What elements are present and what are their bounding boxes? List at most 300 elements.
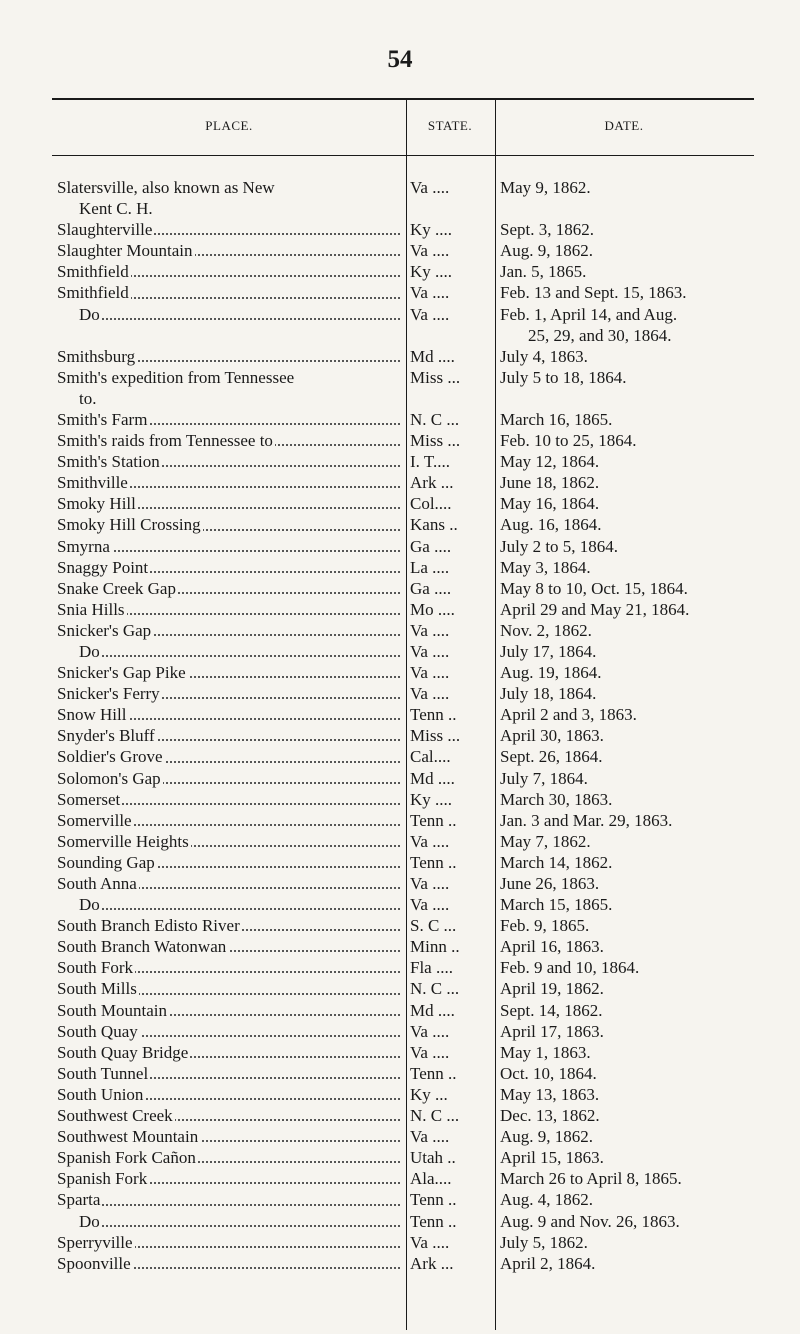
date-cell <box>500 1042 762 1063</box>
table-row <box>57 620 757 641</box>
place-text: South Fork <box>57 958 134 978</box>
date-text: June 26, 1863. <box>500 874 600 893</box>
place-cell <box>57 768 400 789</box>
place-cell <box>57 430 400 451</box>
date-cell <box>500 1000 762 1021</box>
date-text: April 16, 1863. <box>500 937 604 957</box>
place-cell <box>57 557 400 578</box>
place-text: Snicker's Gap <box>57 620 152 640</box>
date-text: Oct. 10, 1864. <box>500 1063 597 1083</box>
table-row <box>57 514 757 535</box>
place-cell <box>57 978 400 999</box>
table-row <box>57 831 757 852</box>
place-cell <box>57 304 400 325</box>
place-text: South Mountain <box>57 1000 168 1020</box>
place-text: Slaughter Mountain <box>57 241 193 261</box>
date-text: Aug. 16, 1864. <box>500 515 602 535</box>
table-row <box>57 725 757 746</box>
date-text: Aug. 19, 1864. <box>500 663 602 683</box>
date-cell <box>500 725 762 746</box>
place-cell <box>57 261 400 282</box>
date-text: May 16, 1864. <box>500 494 600 514</box>
place-cell <box>57 662 400 683</box>
table-row <box>57 1042 757 1063</box>
date-cell <box>500 1084 762 1105</box>
date-text: April 17, 1863. <box>500 1021 604 1041</box>
date-text: July 5 to 18, 1864. <box>500 367 627 387</box>
place-text: Smith's Station <box>57 452 160 472</box>
place-cell <box>57 894 400 915</box>
state-cell: Tenn .. <box>410 1211 457 1231</box>
place-text: Somerset <box>57 789 121 809</box>
date-text: Sept. 3, 1862. <box>500 220 594 240</box>
place-text: Snicker's Gap Pike <box>57 663 186 683</box>
date-cell <box>500 219 762 240</box>
date-cell <box>500 367 762 388</box>
place-text: Smyrna <box>57 536 110 556</box>
place-text: Spanish Fork Cañon <box>57 1148 196 1168</box>
place-text: Snicker's Ferry <box>57 684 160 704</box>
place-cell <box>57 957 400 978</box>
date-cell <box>500 493 762 514</box>
place-cell <box>57 282 400 303</box>
state-cell: La .... <box>410 557 450 577</box>
date-cell <box>500 430 762 451</box>
state-cell: Col.... <box>410 494 452 514</box>
table-row <box>57 536 757 557</box>
date-cell <box>500 346 762 367</box>
place-text: Southwest Creek <box>57 1106 173 1126</box>
date-text: July 17, 1864. <box>500 641 597 661</box>
date-cell <box>500 620 762 641</box>
state-cell: Va .... <box>410 1021 450 1041</box>
header-place: PLACE. <box>205 118 253 133</box>
date-cell <box>500 536 762 557</box>
date-cell <box>500 957 762 978</box>
place-cell <box>57 1232 400 1253</box>
table-row <box>57 304 757 346</box>
state-cell: Ga .... <box>410 578 452 598</box>
state-cell: Tenn .. <box>410 1063 457 1083</box>
date-cell <box>500 409 762 430</box>
place-cell <box>57 1211 400 1232</box>
date-cell <box>500 1189 762 1210</box>
date-cell <box>500 873 762 894</box>
state-cell: N. C ... <box>410 409 460 429</box>
table-row <box>57 1105 757 1126</box>
place-text: South Mills <box>57 979 137 999</box>
place-cell <box>57 346 400 367</box>
date-cell <box>500 852 762 873</box>
date-text: May 12, 1864. <box>500 452 600 472</box>
table-row <box>57 557 757 578</box>
table-row <box>57 1232 757 1253</box>
date-text: Dec. 13, 1862. <box>500 1106 600 1126</box>
date-text: Feb. 9, 1865. <box>500 916 590 936</box>
date-cell <box>500 1253 762 1274</box>
date-text: May 1, 1863. <box>500 1042 591 1062</box>
table-row <box>57 873 757 894</box>
date-text: Aug. 9, 1862. <box>500 1127 594 1147</box>
date-text: April 15, 1863. <box>500 1148 604 1168</box>
state-cell: Va .... <box>410 241 450 261</box>
place-text: Smithville <box>57 473 128 493</box>
place-cell <box>57 620 400 641</box>
place-text: Snake Creek Gap <box>57 578 176 598</box>
date-cell <box>500 1021 762 1042</box>
date-text: March 16, 1865. <box>500 409 613 429</box>
state-cell: Ga .... <box>410 536 452 556</box>
place-cell <box>57 240 400 261</box>
table-row <box>57 367 757 409</box>
place-text: Sounding Gap <box>57 852 155 872</box>
table-row <box>57 704 757 725</box>
place-text: Do <box>57 642 102 661</box>
state-cell: Va .... <box>410 178 450 197</box>
place-text: Soldier's Grove <box>57 747 163 767</box>
place-text: Southwest Mountain <box>57 1127 199 1147</box>
place-text: South Quay Bridge <box>57 1042 189 1062</box>
table-row <box>57 1000 757 1021</box>
date-text: Aug. 9 and Nov. 26, 1863. <box>500 1211 680 1231</box>
date-cell <box>500 1232 762 1253</box>
date-cell <box>500 1105 762 1126</box>
place-cell <box>57 704 400 725</box>
place-cell <box>57 1168 400 1189</box>
place-cell <box>57 472 400 493</box>
place-cell <box>57 578 400 599</box>
place-cell <box>57 493 400 514</box>
date-cell <box>500 1168 762 1189</box>
date-cell <box>500 177 762 198</box>
place-text: Slaughterville <box>57 220 153 240</box>
date-text: April 19, 1862. <box>500 979 604 999</box>
place-cell <box>57 725 400 746</box>
state-cell: Va .... <box>410 895 450 915</box>
date-cell <box>500 261 762 282</box>
table-top-rule <box>52 98 754 100</box>
place-cell <box>57 177 400 198</box>
place-text: Smithfield <box>57 283 129 303</box>
date-text: Nov. 2, 1862. <box>500 620 592 640</box>
table-row <box>57 1168 757 1189</box>
date-text: Feb. 13 and Sept. 15, 1863. <box>500 283 687 303</box>
date-text: April 2, 1864. <box>500 1253 596 1273</box>
place-cell <box>57 852 400 873</box>
state-cell: Ky ... <box>410 1084 448 1104</box>
state-cell: Miss ... <box>410 367 461 387</box>
table-row <box>57 936 757 957</box>
table-row <box>57 1147 757 1168</box>
table-row <box>57 1126 757 1147</box>
place-text: Snyder's Bluff <box>57 726 155 746</box>
date-text: April 2 and 3, 1863. <box>500 705 637 725</box>
table-row <box>57 746 757 767</box>
state-cell: Ky .... <box>410 789 453 809</box>
table-row <box>57 1021 757 1042</box>
state-cell: Tenn .. <box>410 705 457 725</box>
place-cell <box>57 1147 400 1168</box>
date-text: Sept. 14, 1862. <box>500 1000 603 1020</box>
date-text: March 26 to April 8, 1865. <box>500 1169 682 1189</box>
date-cell <box>500 704 762 725</box>
place-text: South Anna <box>57 874 137 893</box>
state-cell: Mo .... <box>410 599 455 619</box>
state-cell: Cal.... <box>410 747 451 767</box>
date-text: Jan. 3 and Mar. 29, 1863. <box>500 810 673 830</box>
place-text: Do <box>57 305 102 324</box>
date-text: May 7, 1862. <box>500 831 591 851</box>
place-text: South Union <box>57 1084 144 1104</box>
date-text: July 4, 1863. <box>500 346 588 366</box>
state-cell: Utah .. <box>410 1148 456 1168</box>
table-row <box>57 641 757 662</box>
place-cell <box>57 936 400 957</box>
place-text: Smoky Hill <box>57 494 136 514</box>
place-text: Sperryville <box>57 1232 133 1252</box>
table-row <box>57 894 757 915</box>
place-cell <box>57 873 400 894</box>
state-cell: Md .... <box>410 768 455 788</box>
state-cell: Md .... <box>410 346 455 366</box>
state-cell: N. C ... <box>410 1106 460 1126</box>
place-cell <box>57 1189 400 1210</box>
place-cell <box>57 1126 400 1147</box>
state-cell: Ark ... <box>410 1253 454 1273</box>
place-cell <box>57 641 400 662</box>
header-state: STATE. <box>427 118 473 133</box>
table-body <box>57 177 757 1274</box>
state-cell: Va .... <box>410 641 450 661</box>
date-text: June 18, 1862. <box>500 473 600 493</box>
date-cell <box>500 641 762 662</box>
state-cell: Va .... <box>410 831 450 851</box>
table-row <box>57 768 757 789</box>
date-cell <box>500 599 762 620</box>
date-text: Aug. 4, 1862. <box>500 1190 594 1210</box>
place-text: Smith's expedition from Tennessee <box>57 367 295 387</box>
state-cell: Va .... <box>410 874 450 893</box>
header-date: DATE. <box>604 118 644 133</box>
table-row <box>57 282 757 303</box>
state-cell: Ky .... <box>410 262 453 282</box>
date-cell <box>500 936 762 957</box>
state-cell: Va .... <box>410 283 450 303</box>
state-cell: Va .... <box>410 663 450 683</box>
table-row <box>57 430 757 451</box>
state-cell: Va .... <box>410 1232 450 1252</box>
table-row <box>57 451 757 472</box>
table-row <box>57 578 757 599</box>
table-row <box>57 957 757 978</box>
date-continuation: 25, 29, and 30, 1864. <box>528 325 672 345</box>
date-text: Feb. 1, April 14, and Aug. <box>500 304 678 324</box>
place-text: Spoonville <box>57 1253 131 1273</box>
state-cell: S. C ... <box>410 916 457 936</box>
state-cell: Tenn .. <box>410 810 457 830</box>
place-text: Smith's raids from Tennessee to <box>57 431 273 451</box>
date-text: March 30, 1863. <box>500 789 613 809</box>
state-cell: Miss ... <box>410 726 461 746</box>
table-row <box>57 662 757 683</box>
state-cell: Tenn .. <box>410 1190 457 1210</box>
table-row <box>57 915 757 936</box>
date-text: April 30, 1863. <box>500 726 604 746</box>
place-text: Sparta <box>57 1190 101 1210</box>
place-cell <box>57 683 400 704</box>
place-text: South Tunnel <box>57 1063 149 1083</box>
date-cell <box>500 915 762 936</box>
date-text: May 3, 1864. <box>500 557 591 577</box>
place-cell <box>57 915 400 936</box>
place-cell <box>57 831 400 852</box>
date-text: Sept. 26, 1864. <box>500 747 603 767</box>
state-cell: Va .... <box>410 620 450 640</box>
place-text: Smith's Farm <box>57 409 148 429</box>
page-number: 54 <box>387 46 413 73</box>
date-text: July 18, 1864. <box>500 684 597 704</box>
place-cell <box>57 746 400 767</box>
table-row <box>57 1084 757 1105</box>
table-row <box>57 1189 757 1210</box>
place-continuation: to. <box>79 388 97 408</box>
date-text: Feb. 9 and 10, 1864. <box>500 958 640 978</box>
date-cell <box>500 472 762 493</box>
date-text: July 2 to 5, 1864. <box>500 536 619 556</box>
date-text: May 9, 1862. <box>500 178 591 197</box>
header-bottom-rule <box>52 155 754 156</box>
table-header <box>52 118 754 138</box>
place-text: Somerville <box>57 810 132 830</box>
state-cell: Va .... <box>410 304 450 324</box>
place-cell <box>57 810 400 831</box>
place-text: Do <box>57 1212 102 1231</box>
place-text: Slatersville, also known as New <box>57 178 275 197</box>
table-row <box>57 261 757 282</box>
place-cell <box>57 219 400 240</box>
table-row <box>57 1211 757 1232</box>
place-cell <box>57 536 400 557</box>
date-cell <box>500 1063 762 1084</box>
place-cell <box>57 409 400 430</box>
place-cell <box>57 1084 400 1105</box>
state-cell: I. T.... <box>410 452 450 472</box>
place-text: Do <box>57 895 102 914</box>
date-text: May 13, 1863. <box>500 1084 600 1104</box>
place-text: Solomon's Gap <box>57 768 161 788</box>
table-row <box>57 493 757 514</box>
date-cell <box>500 746 762 767</box>
place-cell <box>57 1105 400 1126</box>
date-cell <box>500 557 762 578</box>
date-text: March 14, 1862. <box>500 852 613 872</box>
table-row <box>57 177 757 219</box>
date-text: Aug. 9, 1862. <box>500 241 594 261</box>
place-cell <box>57 599 400 620</box>
date-text: July 5, 1862. <box>500 1232 588 1252</box>
date-cell <box>500 831 762 852</box>
place-text: Smithsburg <box>57 346 136 366</box>
date-cell <box>500 1211 762 1232</box>
state-cell: Va .... <box>410 1042 450 1062</box>
state-cell: Kans .. <box>410 515 458 535</box>
table-row <box>57 810 757 831</box>
place-text: Smoky Hill Crossing <box>57 515 201 535</box>
place-cell <box>57 789 400 810</box>
place-cell <box>57 514 400 535</box>
date-cell <box>500 1147 762 1168</box>
place-text: Somerville Heights <box>57 831 189 851</box>
state-cell: Miss ... <box>410 431 461 451</box>
state-cell: Ky .... <box>410 220 453 240</box>
date-text: Feb. 10 to 25, 1864. <box>500 431 637 451</box>
place-text: Spanish Fork <box>57 1169 148 1189</box>
table-row <box>57 1253 757 1274</box>
date-text: Jan. 5, 1865. <box>500 262 587 282</box>
table-row <box>57 599 757 620</box>
date-text: April 29 and May 21, 1864. <box>500 599 690 619</box>
date-cell <box>500 304 762 346</box>
date-text: July 7, 1864. <box>500 768 588 788</box>
state-cell: Ala.... <box>410 1169 452 1189</box>
date-cell <box>500 240 762 261</box>
date-text: March 15, 1865. <box>500 895 613 915</box>
state-cell: Tenn .. <box>410 852 457 872</box>
date-cell <box>500 514 762 535</box>
table-row <box>57 240 757 261</box>
date-cell <box>500 578 762 599</box>
state-cell: Md .... <box>410 1000 455 1020</box>
place-text: Snaggy Point <box>57 557 149 577</box>
place-cell <box>57 1042 400 1063</box>
table-row <box>57 789 757 810</box>
table-row <box>57 409 757 430</box>
place-cell <box>57 1253 400 1274</box>
table-row <box>57 219 757 240</box>
place-text: Smithfield <box>57 262 129 282</box>
date-cell <box>500 894 762 915</box>
date-cell <box>500 810 762 831</box>
table-row <box>57 346 757 367</box>
place-cell <box>57 1000 400 1021</box>
place-text: Snia Hills <box>57 599 125 619</box>
date-cell <box>500 789 762 810</box>
place-text: South Quay <box>57 1021 138 1041</box>
place-text: South Branch Watonwan <box>57 937 227 957</box>
place-cell <box>57 451 400 472</box>
date-cell <box>500 451 762 472</box>
state-cell: N. C ... <box>410 979 460 999</box>
place-cell <box>57 367 400 388</box>
state-cell: Va .... <box>410 1127 450 1147</box>
table-row <box>57 1063 757 1084</box>
date-cell <box>500 1126 762 1147</box>
date-cell <box>500 978 762 999</box>
state-cell: Minn .. <box>410 937 460 957</box>
place-cell <box>57 1021 400 1042</box>
table-row <box>57 472 757 493</box>
date-cell <box>500 683 762 704</box>
date-cell <box>500 282 762 303</box>
table-row <box>57 978 757 999</box>
place-text: Snow Hill <box>57 705 127 725</box>
place-text: South Branch Edisto River <box>57 916 240 936</box>
date-cell <box>500 768 762 789</box>
date-cell <box>500 662 762 683</box>
place-cell <box>57 1063 400 1084</box>
place-continuation: Kent C. H. <box>79 199 153 219</box>
table-row <box>57 683 757 704</box>
